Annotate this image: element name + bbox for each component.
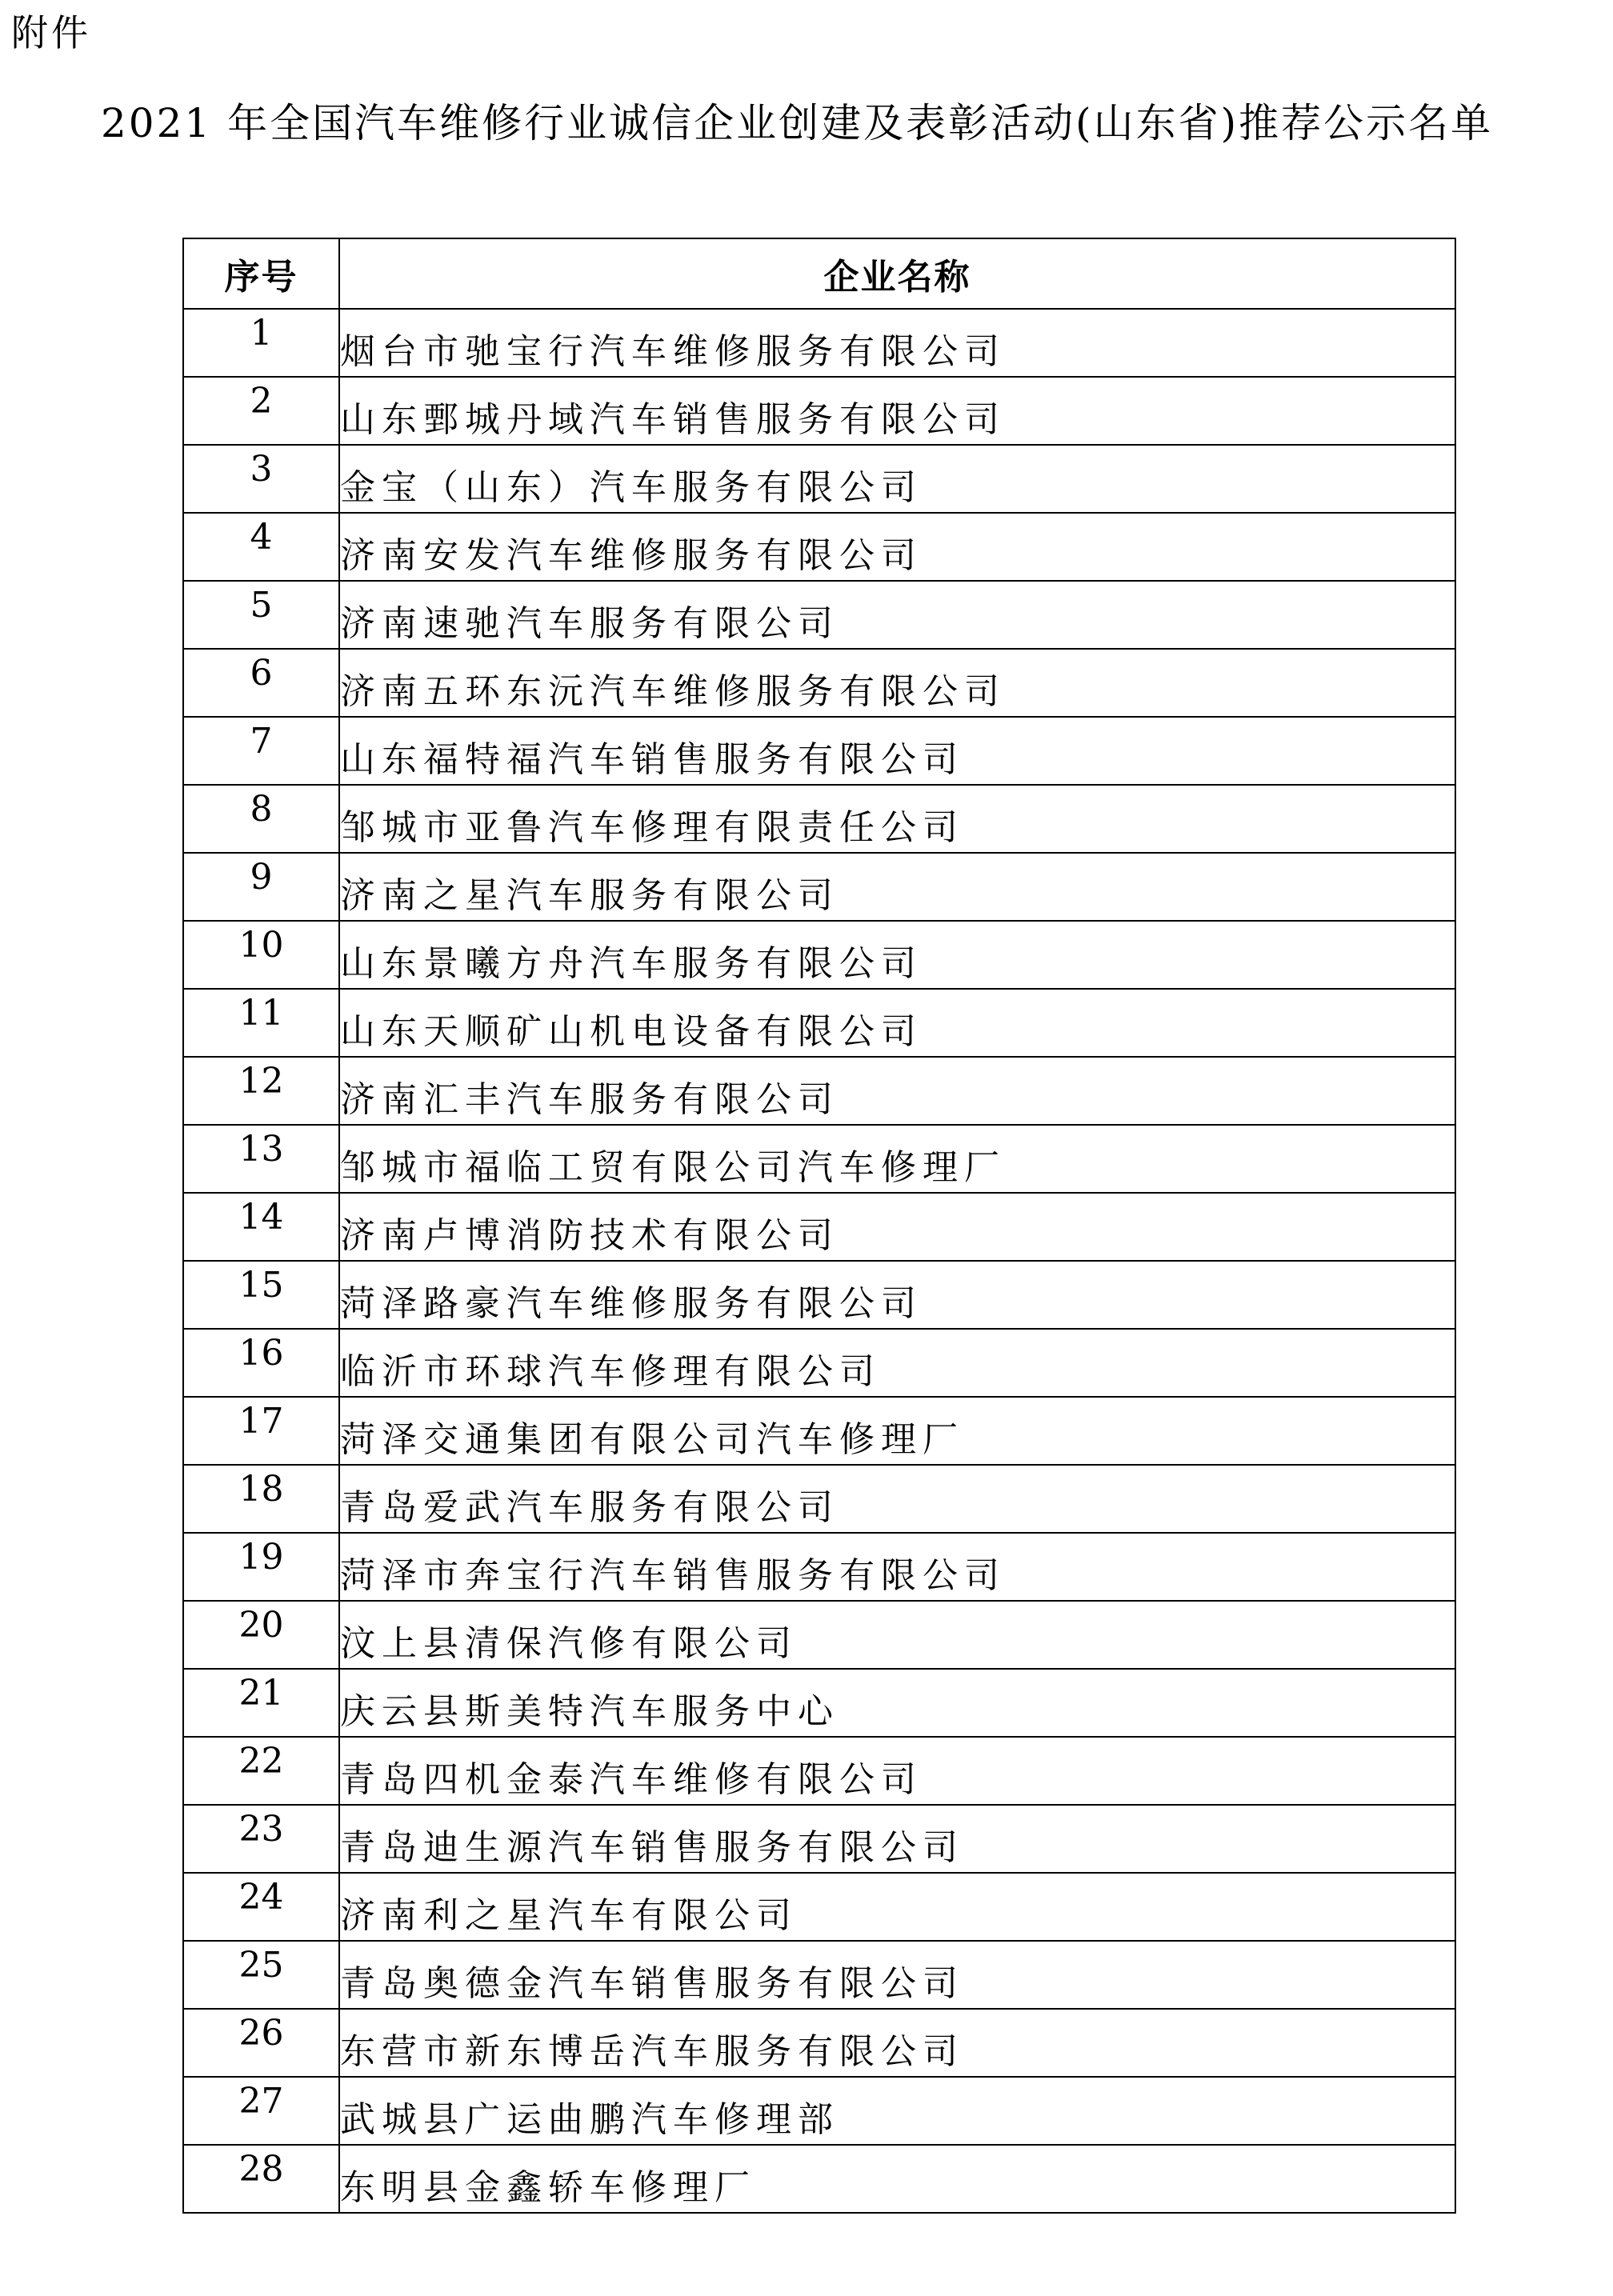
row-enterprise-name: 庆云县斯美特汽车服务中心 <box>339 1669 1455 1737</box>
row-enterprise-name: 济南卢博消防技术有限公司 <box>339 1193 1455 1261</box>
row-enterprise-name: 东明县金鑫轿车修理厂 <box>339 2145 1455 2213</box>
row-enterprise-name: 邹城市亚鲁汽车修理有限责任公司 <box>339 785 1455 853</box>
table-row <box>183 377 1455 445</box>
row-enterprise-name: 青岛奥德金汽车销售服务有限公司 <box>339 1941 1455 2009</box>
row-enterprise-name: 济南安发汽车维修服务有限公司 <box>339 513 1455 581</box>
table-row <box>183 785 1455 853</box>
row-seq: 24 <box>183 1873 339 1941</box>
row-seq: 23 <box>183 1805 339 1873</box>
row-seq: 25 <box>183 1941 339 2009</box>
row-enterprise-name: 东营市新东博岳汽车服务有限公司 <box>339 2009 1455 2077</box>
row-enterprise-name: 汶上县清保汽修有限公司 <box>339 1601 1455 1669</box>
row-enterprise-name: 烟台市驰宝行汽车维修服务有限公司 <box>339 309 1455 377</box>
table-row <box>183 1601 1455 1669</box>
row-seq: 1 <box>183 309 339 377</box>
row-seq: 15 <box>183 1261 339 1329</box>
table-row <box>183 2009 1455 2077</box>
row-seq: 28 <box>183 2145 339 2213</box>
row-seq: 5 <box>183 581 339 649</box>
table-row <box>183 1125 1455 1193</box>
table-row <box>183 921 1455 989</box>
table-row <box>183 1873 1455 1941</box>
table-row <box>183 989 1455 1057</box>
row-enterprise-name: 菏泽路豪汽车维修服务有限公司 <box>339 1261 1455 1329</box>
row-seq: 27 <box>183 2077 339 2145</box>
table-row <box>183 1261 1455 1329</box>
row-seq: 11 <box>183 989 339 1057</box>
row-seq: 7 <box>183 717 339 785</box>
enterprise-list-table <box>182 238 1456 2214</box>
table-row <box>183 2145 1455 2213</box>
row-enterprise-name: 青岛爱武汽车服务有限公司 <box>339 1465 1455 1533</box>
table-row <box>183 649 1455 717</box>
row-seq: 13 <box>183 1125 339 1193</box>
row-enterprise-name: 菏泽交通集团有限公司汽车修理厂 <box>339 1397 1455 1465</box>
row-seq: 19 <box>183 1533 339 1601</box>
table-row <box>183 1669 1455 1737</box>
row-enterprise-name: 菏泽市奔宝行汽车销售服务有限公司 <box>339 1533 1455 1601</box>
table-row <box>183 1737 1455 1805</box>
table-row <box>183 853 1455 921</box>
row-seq: 8 <box>183 785 339 853</box>
row-seq: 10 <box>183 921 339 989</box>
row-enterprise-name: 武城县广运曲鹏汽车修理部 <box>339 2077 1455 2145</box>
table-row <box>183 445 1455 513</box>
row-enterprise-name: 济南之星汽车服务有限公司 <box>339 853 1455 921</box>
row-seq: 3 <box>183 445 339 513</box>
row-seq: 20 <box>183 1601 339 1669</box>
document-title: 2021 年全国汽车维修行业诚信企业创建及表彰活动(山东省)推荐公示名单 <box>101 100 1494 146</box>
table-row <box>183 1329 1455 1397</box>
table-body <box>183 309 1455 2213</box>
row-seq: 9 <box>183 853 339 921</box>
row-enterprise-name: 济南汇丰汽车服务有限公司 <box>339 1057 1455 1125</box>
row-enterprise-name: 金宝（山东）汽车服务有限公司 <box>339 445 1455 513</box>
header-enterprise-name: 企业名称 <box>339 238 1455 309</box>
row-enterprise-name: 青岛迪生源汽车销售服务有限公司 <box>339 1805 1455 1873</box>
table-row <box>183 1397 1455 1465</box>
table-header-row <box>183 238 1455 309</box>
row-enterprise-name: 山东天顺矿山机电设备有限公司 <box>339 989 1455 1057</box>
row-enterprise-name: 山东景曦方舟汽车服务有限公司 <box>339 921 1455 989</box>
attachment-label: 附件 <box>11 11 91 54</box>
table-row <box>183 1805 1455 1873</box>
table-row <box>183 1465 1455 1533</box>
table-row <box>183 581 1455 649</box>
row-seq: 2 <box>183 377 339 445</box>
row-enterprise-name: 山东鄄城丹域汽车销售服务有限公司 <box>339 377 1455 445</box>
row-seq: 12 <box>183 1057 339 1125</box>
header-seq: 序号 <box>183 238 339 309</box>
row-enterprise-name: 山东福特福汽车销售服务有限公司 <box>339 717 1455 785</box>
row-seq: 16 <box>183 1329 339 1397</box>
table-row <box>183 1533 1455 1601</box>
table-row <box>183 513 1455 581</box>
row-seq: 21 <box>183 1669 339 1737</box>
table-row <box>183 1941 1455 2009</box>
row-seq: 14 <box>183 1193 339 1261</box>
row-seq: 4 <box>183 513 339 581</box>
row-enterprise-name: 临沂市环球汽车修理有限公司 <box>339 1329 1455 1397</box>
row-seq: 26 <box>183 2009 339 2077</box>
row-enterprise-name: 济南利之星汽车有限公司 <box>339 1873 1455 1941</box>
table-row <box>183 2077 1455 2145</box>
row-seq: 6 <box>183 649 339 717</box>
table-row <box>183 1193 1455 1261</box>
row-enterprise-name: 邹城市福临工贸有限公司汽车修理厂 <box>339 1125 1455 1193</box>
row-enterprise-name: 济南五环东沅汽车维修服务有限公司 <box>339 649 1455 717</box>
row-seq: 17 <box>183 1397 339 1465</box>
table-row <box>183 309 1455 377</box>
row-enterprise-name: 青岛四机金泰汽车维修有限公司 <box>339 1737 1455 1805</box>
row-seq: 22 <box>183 1737 339 1805</box>
row-enterprise-name: 济南速驰汽车服务有限公司 <box>339 581 1455 649</box>
row-seq: 18 <box>183 1465 339 1533</box>
table-row <box>183 717 1455 785</box>
table-row <box>183 1057 1455 1125</box>
